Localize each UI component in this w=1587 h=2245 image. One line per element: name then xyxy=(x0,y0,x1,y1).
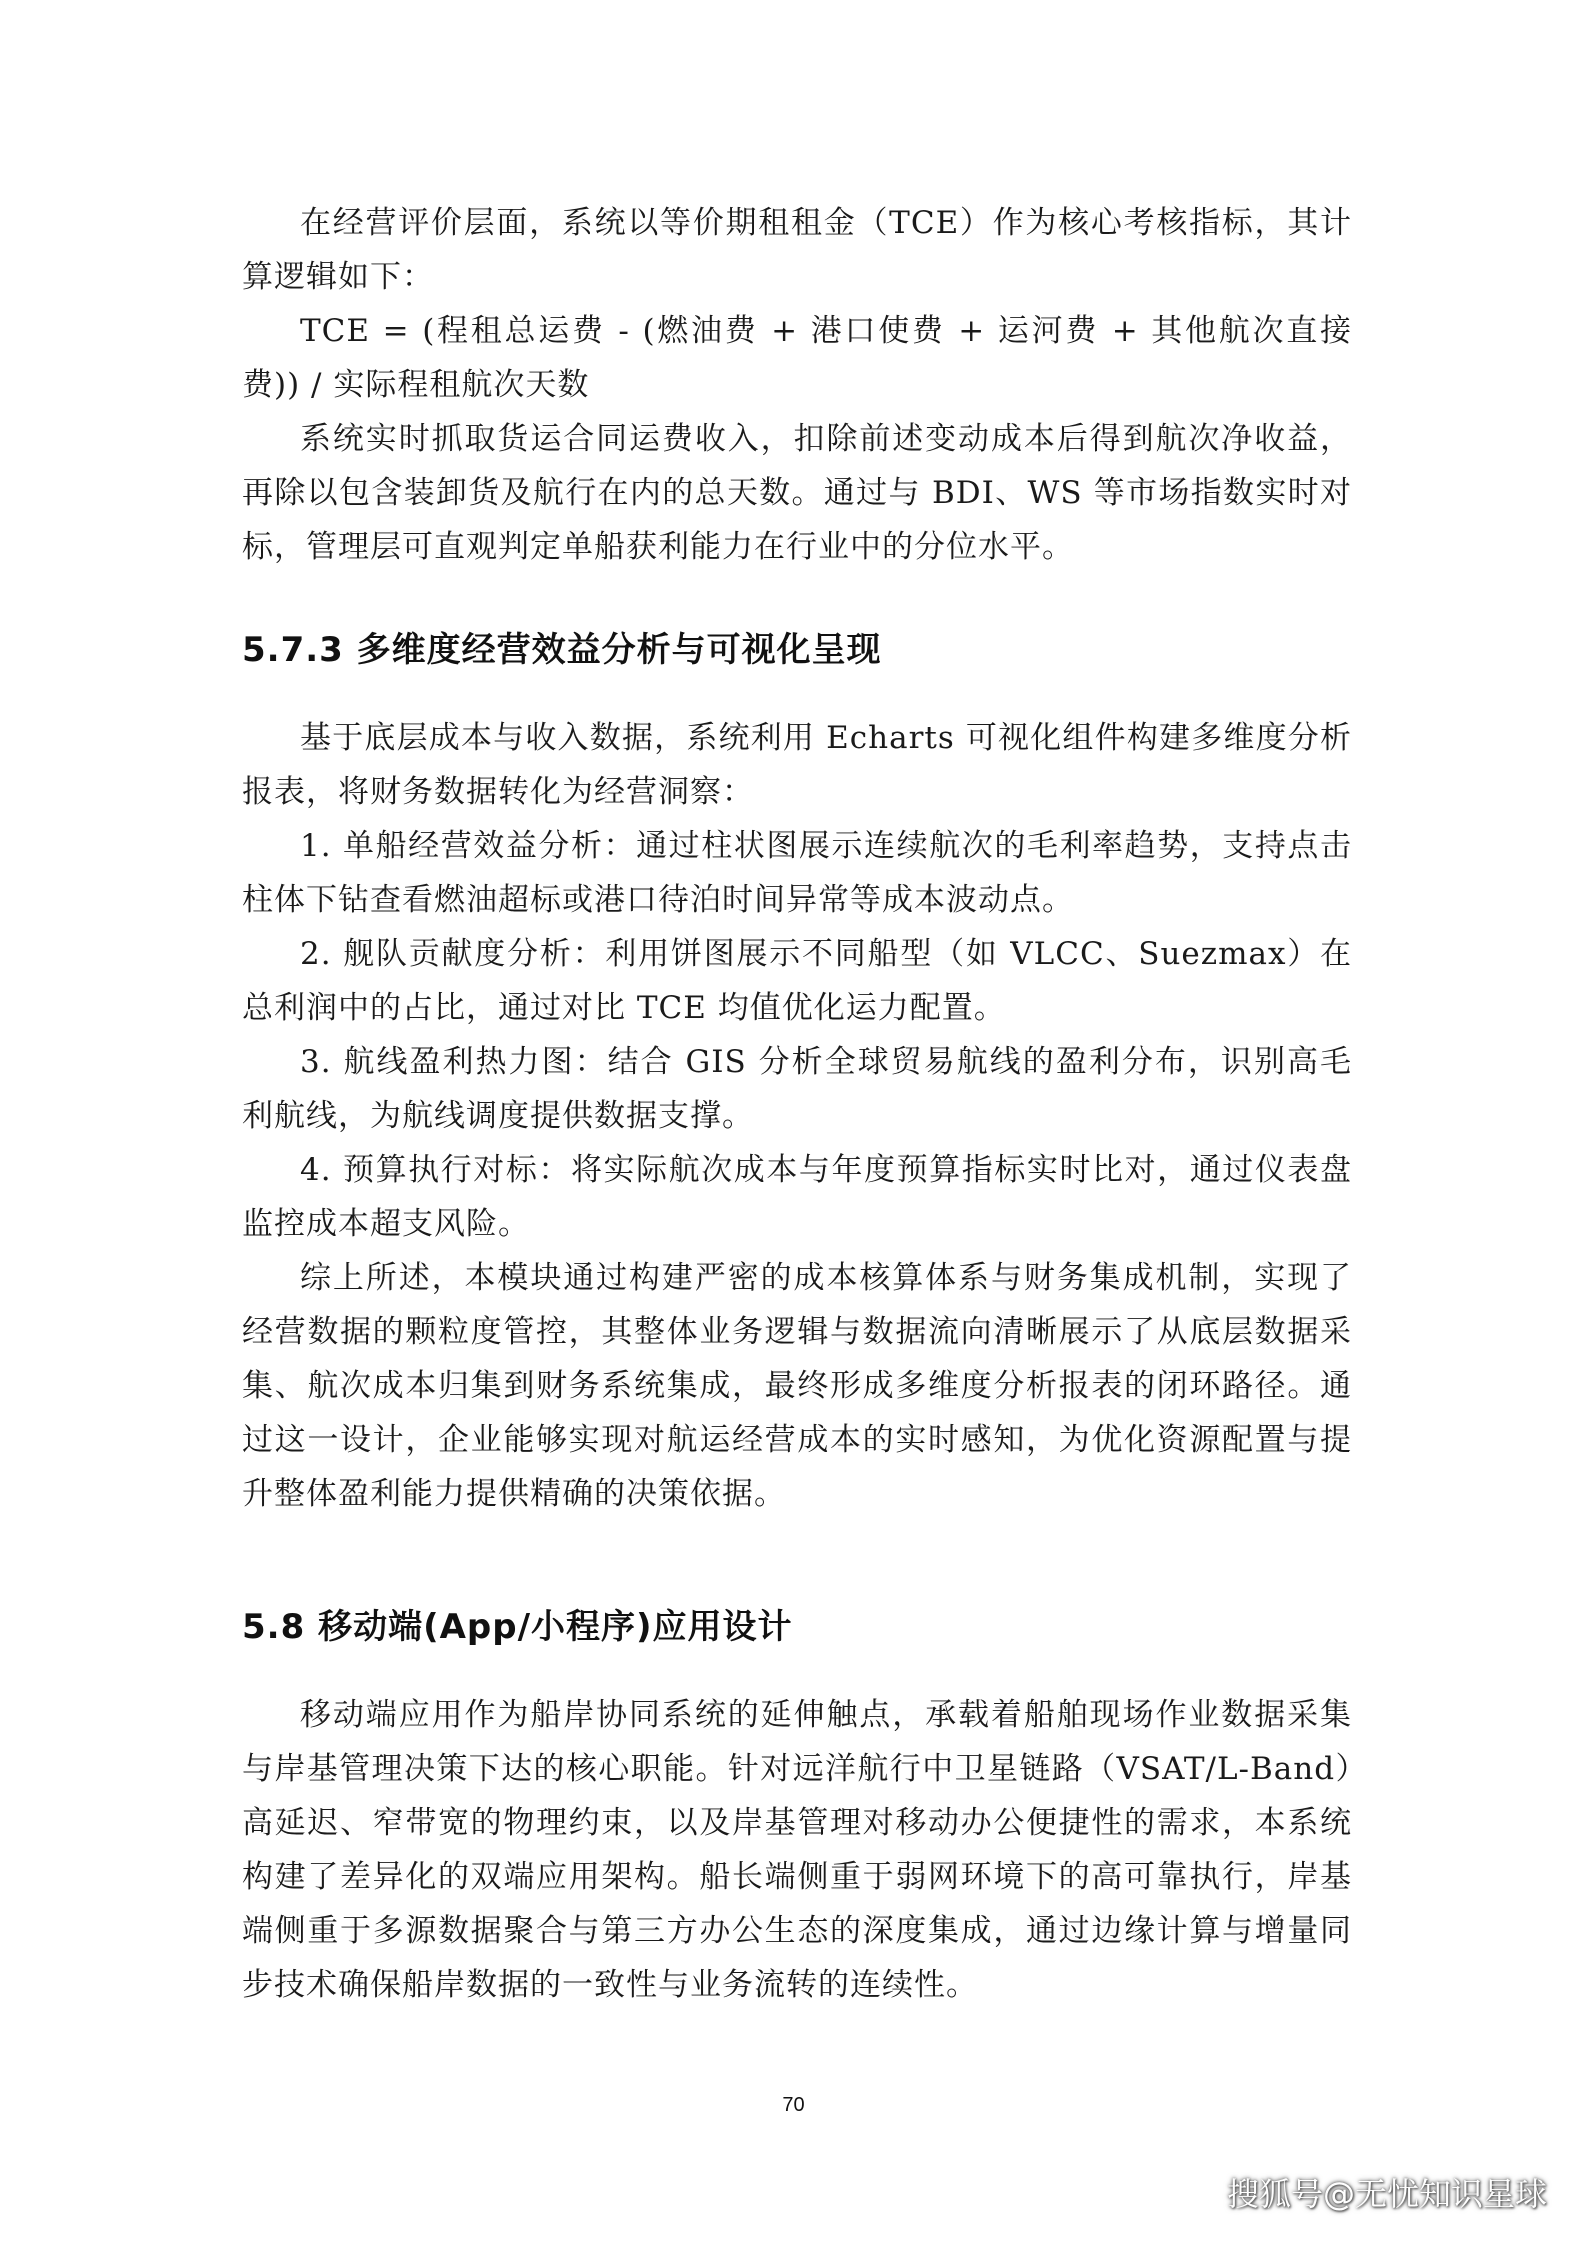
tce-intro-paragraph: 在经营评价层面，系统以等价期租租金（TCE）作为核心考核指标，其计算逻辑如下： xyxy=(242,205,1352,295)
section-573-summary: 综上所述，本模块通过构建严密的成本核算体系与财务集成机制，实现了经营数据的颗粒度管控，其整体业务逻辑与数据流向清晰展示了从底层数据采集、航次成本归集到财务系统集成，最终形成多维度分析报表的闭环路径。通过这一设计，企业能够实现对航运经营成本的实时感知，为优化资源配置与提升整体盈利能力提供精确的决策依据。 xyxy=(242,1260,1352,1512)
list-item: 2. 舰队贡献度分析：利用饼图展示不同船型（如 VLCC、Suezmax）在总利润中的占比，通过对比 TCE 均值优化运力配置。 xyxy=(242,936,1352,1026)
section-573-intro: 基于底层成本与收入数据，系统利用 Echarts 可视化组件构建多维度分析报表，将财务数据转化为经营洞察： xyxy=(242,720,1352,810)
section-heading-5-8: 5.8 移动端(App/小程序)应用设计 xyxy=(242,1607,793,1647)
list-item: 1. 单船经营效益分析：通过柱状图展示连续航次的毛利率趋势，支持点击柱体下钻查看燃油超标或港口待泊时间异常等成本波动点。 xyxy=(242,828,1352,918)
list-item: 3. 航线盈利热力图：结合 GIS 分析全球贸易航线的盈利分布，识别高毛利航线，为航线调度提供数据支撑。 xyxy=(242,1044,1352,1134)
page-content xyxy=(242,196,1352,2012)
watermark-text: 搜狐号@无忧知识星球 xyxy=(1226,2175,1547,2213)
tce-explanation-paragraph: 系统实时抓取货运合同运费收入，扣除前述变动成本后得到航次净收益，再除以包含装卸货及航行在内的总天数。通过与 BDI、WS 等市场指数实时对标，管理层可直观判定单船获利能力在行业中的分位水平。 xyxy=(242,421,1352,565)
list-item: 4. 预算执行对标：将实际航次成本与年度预算指标实时比对，通过仪表盘监控成本超支风险。 xyxy=(242,1152,1352,1242)
page-number: 70 xyxy=(782,2094,805,2116)
section-heading-5-7-3: 5.7.3 多维度经营效益分析与可视化呈现 xyxy=(242,630,882,670)
section-58-body: 移动端应用作为船岸协同系统的延伸触点，承载着船舶现场作业数据采集与岸基管理决策下达的核心职能。针对远洋航行中卫星链路（VSAT/L-Band）高延迟、窄带宽的物理约束，以及岸基管理对移动办公便捷性的需求，本系统构建了差异化的双端应用架构。船长端侧重于弱网环境下的高可靠执行，岸基端侧重于多源数据聚合与第三方办公生态的深度集成，通过边缘计算与增量同步技术确保船岸数据的一致性与业务流转的连续性。 xyxy=(242,1697,1352,2003)
tce-formula: TCE = (程租总运费 - (燃油费 + 港口使费 + 运河费 + 其他航次直接费)) / 实际程租航次天数 xyxy=(242,313,1352,403)
